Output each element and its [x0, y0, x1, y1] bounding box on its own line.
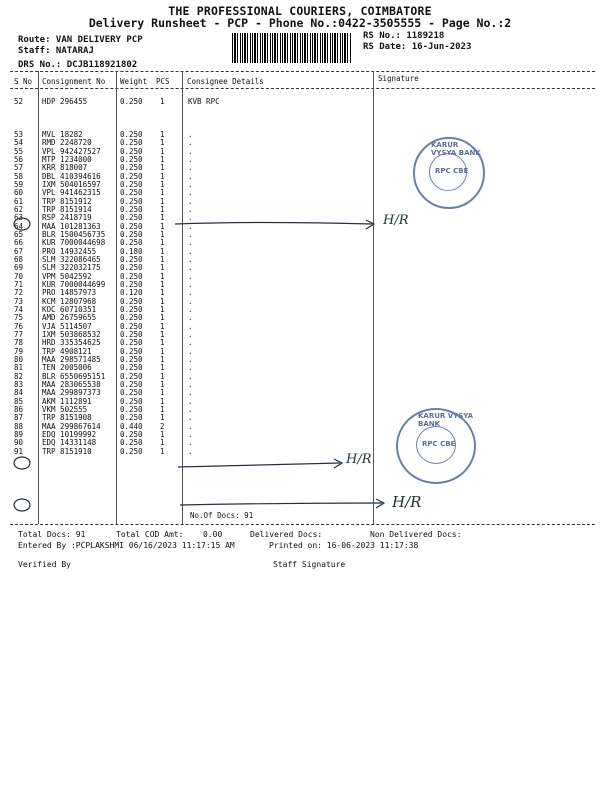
row-consignment: HRD 335354625: [42, 338, 101, 348]
row-consignment: VPL 942427527: [42, 146, 101, 156]
handwritten-mark: H/R: [346, 452, 372, 467]
row-weight: 0.250: [120, 446, 143, 456]
row-pcs: 1: [160, 296, 165, 306]
row-weight: 0.250: [120, 97, 143, 106]
row-weight: 0.250: [120, 171, 143, 181]
row-pcs: 1: [160, 396, 165, 406]
row-consignee: .: [188, 154, 193, 164]
row-consignee: .: [188, 446, 193, 456]
runsheet-title: Delivery Runsheet - PCP - Phone No.:0422-3505555 - Page No.:2: [88, 16, 512, 30]
row-consignment: DBL 410394616: [42, 171, 101, 181]
row-pcs: 1: [160, 321, 165, 331]
row-weight: 0.250: [120, 296, 143, 306]
row-pcs: 1: [160, 221, 165, 231]
row-consignee: .: [188, 429, 193, 439]
row-pcs: 1: [160, 304, 165, 314]
row-sno: 70: [14, 271, 24, 281]
handwritten-mark: H/R: [392, 493, 422, 511]
row-pcs: 1: [160, 130, 165, 139]
row-consignee: .: [188, 321, 193, 331]
row-consignment: MAA 299897373: [42, 388, 101, 398]
row-consignment: EDQ 14331148: [42, 438, 97, 448]
row-weight: 0.250: [120, 154, 143, 164]
row-weight: 0.250: [120, 204, 143, 214]
row-pcs: 1: [160, 163, 165, 173]
arrow-line: [175, 223, 372, 225]
row-sno: 57: [14, 163, 24, 173]
row-consignee: .: [188, 246, 193, 256]
row-sno: 61: [14, 196, 24, 206]
row-consignee: .: [188, 346, 193, 356]
row-pcs: 1: [160, 429, 165, 439]
row-consignment: BLR 1500456735: [42, 229, 106, 239]
col-signature: Signature: [378, 74, 419, 83]
row-consignee: .: [188, 229, 193, 239]
row-sno: 71: [14, 279, 24, 289]
row-sno: 68: [14, 254, 24, 264]
row-consignment: RMD 2248720: [42, 138, 92, 148]
drs-number: DRS No.: DCJB118921802: [18, 60, 138, 70]
row-sno: 55: [14, 146, 24, 156]
row-consignee: .: [188, 371, 193, 381]
row-consignment: MTP 1234000: [42, 154, 92, 164]
row-consignment: VPM 5042592: [42, 271, 92, 281]
row-consignee: .: [188, 188, 193, 198]
row-sno: 87: [14, 413, 24, 423]
arrow-line: [178, 463, 340, 467]
row-consignee: .: [188, 438, 193, 448]
row-pcs: 1: [160, 446, 165, 456]
row-weight: 0.250: [120, 263, 143, 273]
row-pcs: 1: [160, 171, 165, 181]
row-consignment: BLR 6550695151: [42, 371, 106, 381]
row-consignee: .: [188, 138, 193, 148]
row-weight: 0.250: [120, 279, 143, 289]
row-consignee: .: [188, 338, 193, 348]
row-pcs: 1: [160, 213, 165, 223]
row-consignee: .: [188, 379, 193, 389]
row-consignment: KOC 60710351: [42, 304, 97, 314]
row-pcs: 1: [160, 388, 165, 398]
row-consignee: .: [188, 238, 193, 248]
row-pcs: 1: [160, 97, 165, 106]
row-weight: 0.250: [120, 346, 143, 356]
row-sno: 75: [14, 313, 24, 323]
row-consignment: TRP 8151912: [42, 196, 92, 206]
row-consignment: PRO 14857973: [42, 288, 97, 298]
row-pcs: 1: [160, 188, 165, 198]
row-consignment: PRO 14932455: [42, 246, 97, 256]
row-consignment: VJA 5114507: [42, 321, 92, 331]
row-consignee: .: [188, 413, 193, 423]
row-pcs: 1: [160, 438, 165, 448]
row-consignment: VPL 941462315: [42, 188, 101, 198]
row-consignee: .: [188, 313, 193, 323]
row-sno: 52: [14, 97, 24, 106]
total-cod-value: 0.00: [203, 530, 223, 539]
row-pcs: 1: [160, 371, 165, 381]
row-consignee: .: [188, 171, 193, 181]
row-pcs: 1: [160, 404, 165, 414]
row-sno: 89: [14, 429, 24, 439]
row-pcs: 1: [160, 246, 165, 256]
total-cod-label: Total COD Amt:: [116, 530, 184, 539]
row-pcs: 1: [160, 146, 165, 156]
row-sno: 65: [14, 229, 24, 239]
row-consignment: MVL 18282: [42, 130, 83, 139]
row-pcs: 1: [160, 363, 165, 373]
row-pcs: 1: [160, 338, 165, 348]
staff-signature: Staff Signature: [273, 560, 346, 569]
row-sno: 86: [14, 404, 24, 414]
row-sno: 84: [14, 388, 24, 398]
row-pcs: 1: [160, 254, 165, 264]
row-sno: 81: [14, 363, 24, 373]
arrow-line: [180, 503, 382, 505]
col-pcs: PCS: [156, 77, 170, 86]
row-weight: 0.250: [120, 338, 143, 348]
row-weight: 0.250: [120, 146, 143, 156]
row-pcs: 1: [160, 413, 165, 423]
rs-date: RS Date: 16-Jun-2023: [363, 42, 472, 52]
company-title: THE PROFESSIONAL COURIERS, COIMBATORE: [168, 4, 432, 18]
row-consignment: TRP 4908121: [42, 346, 92, 356]
col-consignee: Consignee Details: [187, 77, 264, 86]
row-sno: 67: [14, 246, 24, 256]
row-weight: 0.250: [120, 188, 143, 198]
row-weight: 0.250: [120, 371, 143, 381]
row-pcs: 1: [160, 329, 165, 339]
row-consignee: .: [188, 130, 193, 139]
row-consignment: AMD 26759655: [42, 313, 97, 323]
row-pcs: 1: [160, 179, 165, 189]
row-consignment: TRP 8151910: [42, 446, 92, 456]
row-pcs: 1: [160, 138, 165, 148]
row-weight: 0.250: [120, 413, 143, 423]
row-consignee: .: [188, 354, 193, 364]
row-consignee: .: [188, 163, 193, 173]
row-sno: 56: [14, 154, 24, 164]
row-pcs: 1: [160, 196, 165, 206]
row-weight: 0.250: [120, 304, 143, 314]
row-sno: 83: [14, 379, 24, 389]
row-weight: 0.250: [120, 404, 143, 414]
row-weight: 0.250: [120, 329, 143, 339]
row-weight: 0.250: [120, 388, 143, 398]
row-consignee: .: [188, 179, 193, 189]
staff-text: Staff: NATARAJ: [18, 46, 94, 56]
row-consignment: TEN 2005006: [42, 363, 92, 373]
row-sno: 91: [14, 446, 24, 456]
row-sno: 62: [14, 204, 24, 214]
row-consignee: .: [188, 396, 193, 406]
row-weight: 0.180: [120, 246, 143, 256]
row-sno: 76: [14, 321, 24, 331]
row-consignment: KUR 7000044698: [42, 238, 106, 248]
printed-on: Printed on: 16-06-2023 11:17:38: [269, 541, 419, 550]
row-consignment: KRR 818007: [42, 163, 88, 173]
total-docs: Total Docs: 91: [18, 530, 86, 539]
row-sno: 80: [14, 354, 24, 364]
row-consignment: HDP 296455: [42, 97, 88, 106]
row-weight: 0.250: [120, 238, 143, 248]
row-pcs: 1: [160, 346, 165, 356]
row-sno: 58: [14, 171, 24, 181]
row-pcs: 1: [160, 288, 165, 298]
row-pcs: 1: [160, 204, 165, 214]
row-weight: 0.250: [120, 254, 143, 264]
row-consignment: SLM 322086465: [42, 254, 101, 264]
row-weight: 0.440: [120, 421, 143, 431]
row-consignee: .: [188, 404, 193, 414]
row-consignee: .: [188, 204, 193, 214]
row-weight: 0.250: [120, 429, 143, 439]
row-sno: 73: [14, 296, 24, 306]
row-consignee: .: [188, 421, 193, 431]
row-weight: 0.250: [120, 379, 143, 389]
row-pcs: 1: [160, 263, 165, 273]
handwritten-mark: H/R: [383, 213, 409, 228]
row-consignment: KUR 7000044699: [42, 279, 106, 289]
row-weight: 0.250: [120, 438, 143, 448]
row-consignee: .: [188, 288, 193, 298]
row-weight: 0.250: [120, 179, 143, 189]
row-consignment: SLM 322032175: [42, 263, 101, 273]
col-sno: S No: [14, 77, 33, 86]
row-consignment: IXM 504016597: [42, 179, 101, 189]
row-consignment: MAA 298571485: [42, 354, 101, 364]
row-consignee: .: [188, 296, 193, 306]
row-sno: 79: [14, 346, 24, 356]
no-of-docs: No.Of Docs: 91: [190, 511, 254, 520]
row-pcs: 1: [160, 313, 165, 323]
row-pcs: 1: [160, 271, 165, 281]
col-weight: Weight: [120, 77, 148, 86]
row-weight: 0.250: [120, 229, 143, 239]
row-sno: 72: [14, 288, 24, 298]
row-sno: 60: [14, 188, 24, 198]
row-consignment: IXM 503868532: [42, 329, 101, 339]
row-weight: 0.250: [120, 363, 143, 373]
row-sno: 64: [14, 221, 24, 231]
row-pcs: 1: [160, 279, 165, 289]
row-sno: 66: [14, 238, 24, 248]
row-sno: 63: [14, 213, 24, 223]
row-sno: 85: [14, 396, 24, 406]
row-sno: 74: [14, 304, 24, 314]
row-weight: 0.250: [120, 138, 143, 148]
row-consignee: .: [188, 388, 193, 398]
row-consignment: RSP 2418719: [42, 213, 92, 223]
row-consignee: .: [188, 213, 193, 223]
row-weight: 0.250: [120, 313, 143, 323]
row-consignee: .: [188, 196, 193, 206]
row-sno: 53: [14, 130, 24, 139]
row-sno: 54: [14, 138, 24, 148]
row-consignee: .: [188, 271, 193, 281]
non-delivered-docs: Non Delivered Docs:: [370, 530, 462, 539]
circled-row-mark: [14, 499, 30, 511]
row-consignee: .: [188, 263, 193, 273]
row-consignee: .: [188, 146, 193, 156]
row-sno: 59: [14, 179, 24, 189]
route-text: Route: VAN DELIVERY PCP: [18, 35, 143, 45]
col-consignment: Consignment No: [42, 77, 106, 86]
row-weight: 0.250: [120, 213, 143, 223]
row-weight: 0.250: [120, 354, 143, 364]
row-pcs: 2: [160, 421, 165, 431]
row-weight: 0.250: [120, 196, 143, 206]
row-consignment: MAA 299867614: [42, 421, 101, 431]
row-consignment: EDQ 10199992: [42, 429, 97, 439]
row-consignee: .: [188, 363, 193, 373]
row-consignment: MAA 283065538: [42, 379, 101, 389]
circled-row-mark: [14, 218, 30, 230]
row-pcs: 1: [160, 379, 165, 389]
verified-by: Verified By: [18, 560, 71, 569]
row-consignment: KCM 12807968: [42, 296, 97, 306]
row-sno: 69: [14, 263, 24, 273]
delivered-docs: Delivered Docs:: [250, 530, 323, 539]
row-weight: 0.250: [120, 221, 143, 231]
row-weight: 0.250: [120, 396, 143, 406]
row-consignee: .: [188, 304, 193, 314]
row-pcs: 1: [160, 154, 165, 164]
row-weight: 0.120: [120, 288, 143, 298]
row-sno: 82: [14, 371, 24, 381]
row-consignment: AKM 1112891: [42, 396, 92, 406]
row-consignment: TRP 8151914: [42, 204, 92, 214]
row-consignee: .: [188, 254, 193, 264]
row-consignee: .: [188, 279, 193, 289]
row-pcs: 1: [160, 238, 165, 248]
bank-stamp: KARUR VYSYA BANK RPC CBE: [396, 408, 476, 484]
row-consignment: MAA 101281363: [42, 221, 101, 231]
circled-row-mark: [14, 457, 30, 469]
row-weight: 0.250: [120, 163, 143, 173]
row-weight: 0.250: [120, 130, 143, 139]
row-consignment: VKM 502555: [42, 404, 88, 414]
entered-by: Entered By :PCPLAKSHMI 06/16/2023 11:17:15 AM: [18, 541, 235, 550]
row-sno: 88: [14, 421, 24, 431]
rs-number: RS No.: 1189218: [363, 31, 445, 41]
row-weight: 0.250: [120, 321, 143, 331]
row-consignment: TRP 8151908: [42, 413, 92, 423]
row-pcs: 1: [160, 354, 165, 364]
row-consignee: KVB RPC: [188, 97, 220, 106]
row-pcs: 1: [160, 229, 165, 239]
row-weight: 0.250: [120, 271, 143, 281]
bank-stamp: KARUR VYSYA BANK RPC CBE: [413, 137, 485, 209]
row-sno: 77: [14, 329, 24, 339]
row-sno: 78: [14, 338, 24, 348]
row-consignee: .: [188, 221, 193, 231]
row-consignee: .: [188, 329, 193, 339]
row-sno: 90: [14, 438, 24, 448]
